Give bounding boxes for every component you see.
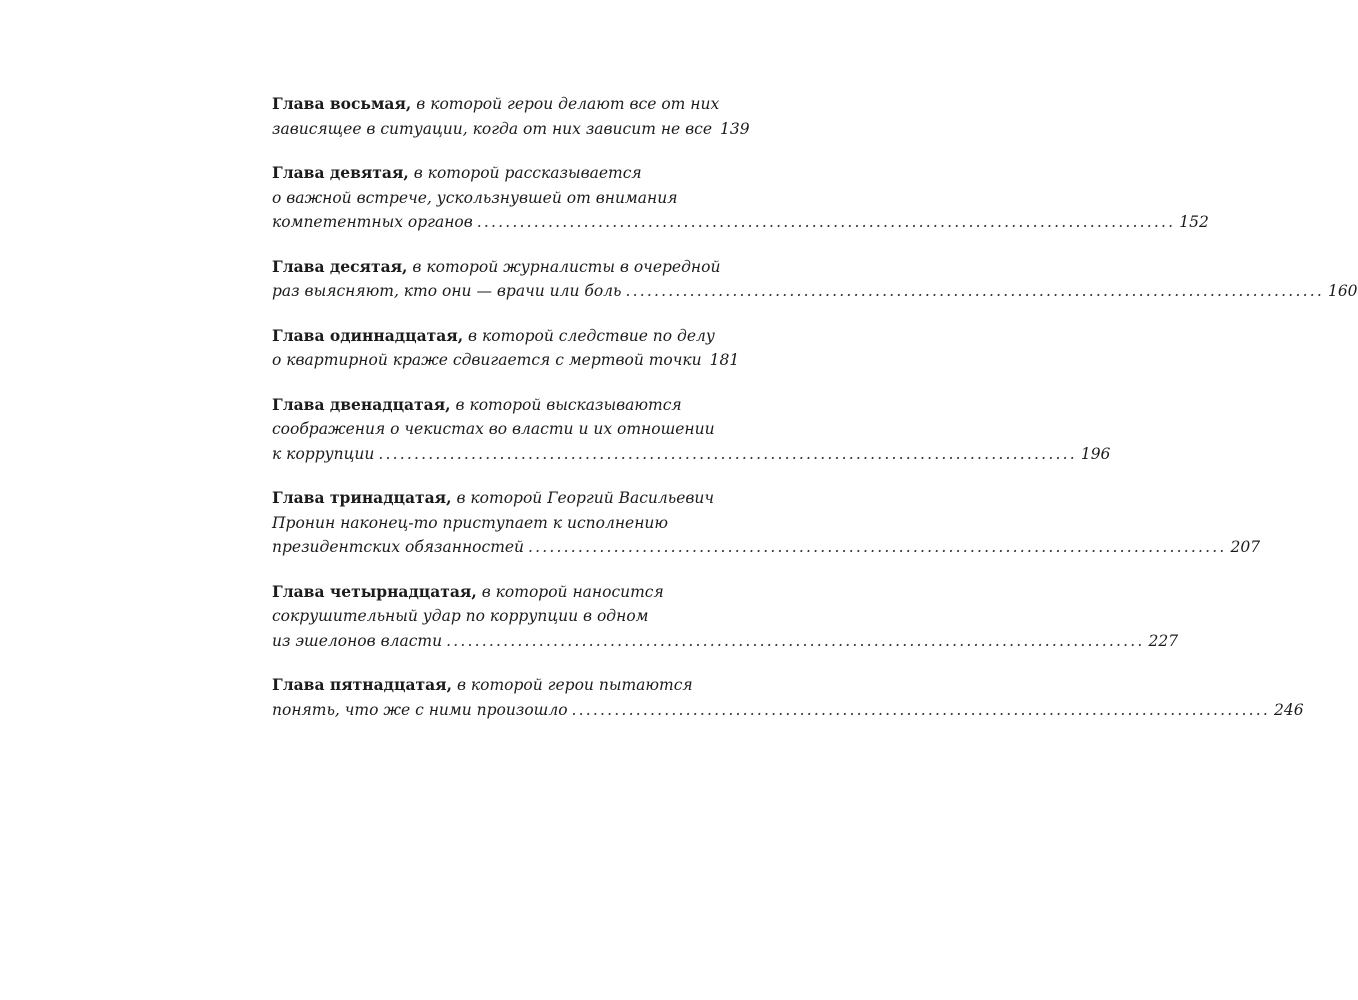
chapter-heading: Глава одиннадцатая, <box>272 325 464 345</box>
dot-leader: .................................................................................................. <box>476 213 1176 231</box>
page-number: 227 <box>1148 631 1179 650</box>
toc-entry-chapter-13 <box>272 486 1261 560</box>
chapter-description: о важной встрече, ускользнувшей от внимания <box>272 188 678 207</box>
dot-leader: .................................................................................................. <box>528 538 1227 556</box>
chapter-heading: Глава тринадцатая, <box>272 488 452 507</box>
chapter-description: из эшелонов власти <box>272 631 443 650</box>
chapter-description: президентских обязанностей <box>272 538 525 556</box>
dot-leader: .................................................................................................. <box>571 700 1270 719</box>
chapter-description: Пронин наконец-то приступает к исполнению <box>272 513 669 532</box>
chapter-heading: Глава восьмая, <box>272 94 412 113</box>
chapter-description: в которой герои пытаются <box>456 676 693 694</box>
page-number: 246 <box>1274 700 1304 719</box>
page-number: 152 <box>1179 213 1209 231</box>
chapter-description: зависящее в ситуации, когда от них зависит не все <box>272 119 713 138</box>
dot-leader: .................................................................................................. <box>378 444 1077 463</box>
chapter-description: компетентных органов <box>272 213 473 231</box>
chapter-heading: Глава девятая, <box>272 163 409 182</box>
chapter-heading: Глава четырнадцатая, <box>272 581 477 601</box>
chapter-description: в которой рассказывается <box>413 164 642 182</box>
toc-entry-chapter-8 <box>272 92 750 141</box>
toc-entry-chapter-11 <box>272 324 740 373</box>
toc-entry-chapter-12 <box>272 393 1111 467</box>
table-of-contents <box>272 92 1358 742</box>
chapter-description: в которой наносится <box>481 582 664 601</box>
page-number: 181 <box>709 351 740 369</box>
toc-entry-chapter-10 <box>272 255 1358 304</box>
chapter-description: понять, что же с ними произошло <box>272 700 568 719</box>
chapter-description: в которой герои делают все от них <box>416 95 720 113</box>
chapter-description: в которой высказываются <box>455 395 682 414</box>
dot-leader: .................................................................................................. <box>625 282 1324 300</box>
chapter-description: раз выясняют, кто они — врачи или боль <box>272 282 622 300</box>
toc-entry-chapter-14 <box>272 580 1179 654</box>
page-number: 207 <box>1230 538 1261 556</box>
page-number: 196 <box>1080 444 1111 463</box>
chapter-description: о квартирной краже сдвигается с мертвой точки <box>272 351 702 369</box>
toc-entry-chapter-15 <box>272 673 1304 722</box>
chapter-description: к коррупции <box>272 444 375 463</box>
chapter-heading: Глава пятнадцатая, <box>272 675 452 694</box>
chapter-description: соображения о чекистах во власти и их отношении <box>272 420 715 438</box>
toc-entry-chapter-9 <box>272 161 1209 235</box>
chapter-description: в которой журналисты в очередной <box>412 257 721 276</box>
dot-leader: .................................................................................................. <box>446 631 1145 650</box>
page-number: 139 <box>720 119 750 138</box>
chapter-description: в которой следствие по делу <box>468 326 715 345</box>
page-number: 160 <box>1327 282 1358 300</box>
chapter-description: в которой Георгий Васильевич <box>456 489 715 507</box>
chapter-heading: Глава десятая, <box>272 256 408 276</box>
chapter-heading: Глава двенадцатая, <box>272 394 451 414</box>
chapter-description: сокрушительный удар по коррупции в одном <box>272 607 649 625</box>
